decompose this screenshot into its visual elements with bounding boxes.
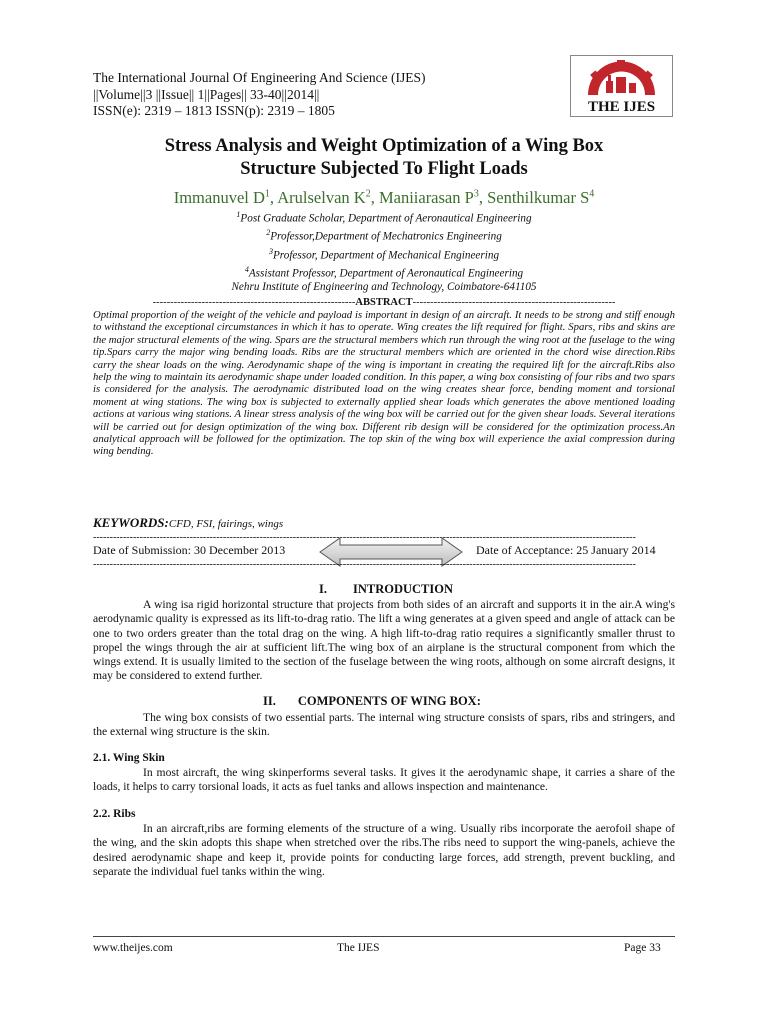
title-line-1: Stress Analysis and Weight Optimization of a Wing Box: [164, 136, 604, 156]
author-name: Immanuvel D: [173, 188, 265, 207]
footer-website: www.theijes.com: [93, 942, 173, 954]
keywords-label: KEYWORDS:: [93, 515, 169, 530]
affiliation-line: Nehru Institute of Engineering and Technology, Coimbatore-641105: [231, 281, 537, 294]
affiliation-line: $^2$Professor,Department of Mechatronics Engineering: [266, 228, 502, 244]
subsection-heading-wing-skin: 2.1. Wing Skin: [93, 752, 165, 764]
logo-text: THE IJES: [587, 99, 656, 115]
author-sup: 4: [589, 188, 595, 200]
affiliation-line: $^3$Professor, Department of Mechanical Engineering: [268, 246, 500, 262]
footer-page-number: Page 33: [624, 942, 661, 954]
section-heading-introduction: I. INTRODUCTION: [319, 582, 454, 596]
acceptance-date: Date of Acceptance: 25 January 2014: [476, 543, 656, 557]
footer-rule: [93, 936, 675, 937]
divider-bottom: -------------------------------------------------------------------------------------------------------------------------------------------------------------------: [93, 559, 636, 570]
abstract-title: ABSTRACT: [355, 297, 413, 308]
title-line-2: Structure Subjected To Flight Loads: [240, 159, 528, 179]
footer-journal: The IJES: [337, 942, 380, 954]
affiliations: [80, 208, 688, 295]
abstract-heading: ----------------------------------------------------------ABSTRACT----------------------------------------------------------: [152, 297, 616, 308]
author-name: Arulselvan K: [277, 188, 366, 207]
wing-skin-paragraph: In most aircraft, the wing skinperforms several tasks. It gives it the aerodynamic shape, it carries a share of the loads, it helps to carry torsional loads, it acts as fuel tanks and allows inspection and maintenance.: [93, 766, 675, 794]
author-sup: 3: [473, 188, 479, 200]
submission-date: Date of Submission: 30 December 2013: [93, 543, 286, 557]
affiliation-line: $^1$Post Graduate Scholar, Department of Aeronautical Engineering: [236, 210, 532, 225]
affiliation-line: $^4$Assistant Professor, Department of Aeronautical Engineering: [244, 264, 524, 280]
introduction-paragraph: A wing isa rigid horizontal structure that projects from both sides of an aircraft and supports it in the air.A wing's aerodynamic quality is expressed as its lift-to-drag ratio. The lift a wing generates at a given speed and angle of attack can be one to two orders greater than the total drag on the wing. A high lift-to-drag ratio requires a significantly smaller thrust to propel the wings through the air at sufficient lift.The wing box of an airplane is the structural component from which the wings extend. It is usually limited to the section of the fuselage between the wing roots, although on some aircraft designs, it may be considered to extend further.: [93, 598, 675, 683]
subsection-heading-ribs: 2.2. Ribs: [93, 808, 136, 820]
author-list: Immanuvel $D^1$, Arulselvan $K^2$, Maniiarasan $P^3$, Senthilkumar $S^4$: [173, 188, 595, 207]
keywords: [93, 515, 283, 531]
author-sup: 1: [264, 188, 270, 200]
journal-name: The International Journal Of Engineering And Science (IJES): [93, 70, 426, 85]
journal-issn: ISSN(e): 2319 – 1813 ISSN(p): 2319 – 1805: [93, 103, 335, 118]
journal-header: [93, 70, 426, 120]
author-name: Maniiarasan P: [378, 188, 474, 207]
paper-title: [80, 135, 688, 181]
journal-volume: ||Volume||3 ||Issue|| 1||Pages|| 33-40||2014||: [93, 86, 320, 102]
divider-top: -------------------------------------------------------------------------------------------------------------------------------------------------------------------: [93, 532, 636, 543]
components-paragraph: The wing box consists of two essential parts. The internal wing structure consists of spars, ribs and stringers, and the external wing structure is the skin.: [93, 711, 675, 739]
author-name: Senthilkumar S: [487, 188, 590, 207]
keywords-text: CFD, FSI, fairings, wings: [168, 518, 284, 530]
section-heading-components: II. COMPONENTS OF WING BOX:: [263, 694, 481, 708]
ribs-paragraph: In an aircraft,ribs are forming elements of the structure of a wing. Usually ribs incorporate the aerofoil shape of the wing, and the skin adopts this shape when stretched over the ribs.The ribs need to support the wing-panels, achieve the desired aerodynamic shape and keep it, provide points for conducting large forces, add strength, prevent buckling, and separate the individual fuel tanks within the wing.: [93, 822, 675, 878]
author-sup: 2: [365, 188, 371, 200]
abstract-text: Optimal proportion of the weight of the vehicle and payload is important in design of an aircraft. It needs to be strong and stiff enough to withstand the exceptional circumstances in which it has to operate. Wing creates the lift required for flight. Spars, ribs and skins are the major structural elements of the wing. Spars are the structural members which run through the wing root at the fuselage to the wing tip.Spars carry the major wing bending loads. Ribs are the structural members which are oriented in the chord wise direction.Ribs carry the shear loads on the wing. Aerodynamic shape of the wing is important in creating the required lift for the aircraft.Ribs also help the wing to maintain its aerodynamic shape under loaded condition. In this paper, a wing box consisting of four ribs and two spars is considered for the analysis. The aerodynamic distributed load on the wing creates shear force, bending moment and torsional moment at wing stations. The wing box is subjected to externally applied shear loads which generates the above mentioned loading actions at various wing stations. A linear stress analysis of the wing box will be carried out for the given shear loads. Several iterations will be carried out for design optimization of the wing box. Different rib design will be considered for the optimization process.An analytical approach will be followed for the optimization. The top skin of the wing box will experience the axial compression during wing bending.: [93, 309, 675, 458]
ijes-logo: [570, 55, 673, 117]
